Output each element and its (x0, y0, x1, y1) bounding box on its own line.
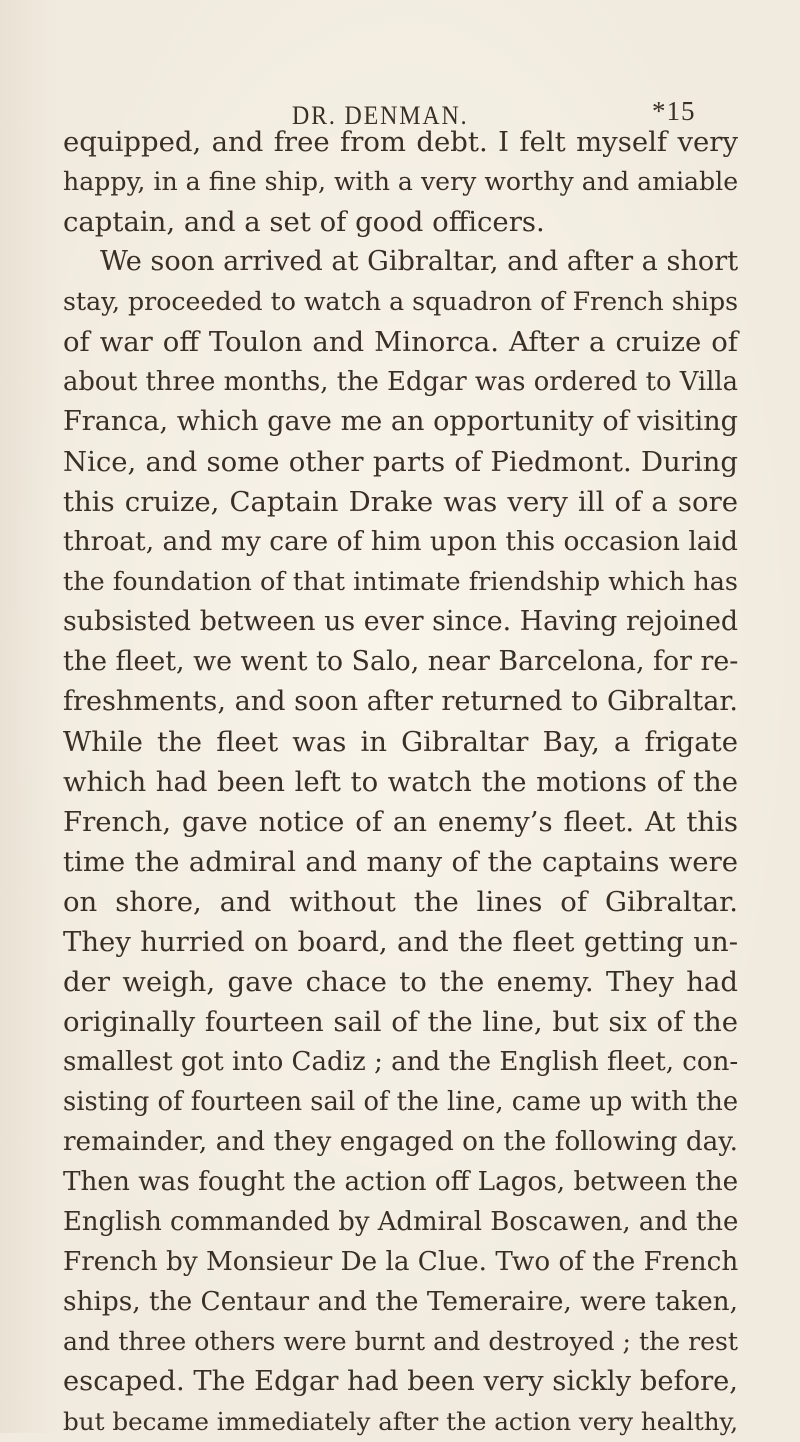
page-header (0, 70, 800, 130)
text-line: about three months, the Edgar was ordered to Villa (63, 367, 738, 397)
text-line: ships, the Centaur and the Temeraire, were taken, (63, 1287, 738, 1317)
text-line: which had been left to watch the motions of the (63, 766, 738, 798)
text-line: equipped, and free from debt. I felt myself very (63, 126, 738, 158)
text-line: freshments, and soon after returned to Gibraltar. (63, 686, 738, 717)
text-line: captain, and a set of good officers. (63, 206, 545, 238)
text-line: the fleet, we went to Salo, near Barcelona, for re- (63, 646, 739, 677)
text-line: sisting of fourteen sail of the line, came up with the (63, 1087, 739, 1117)
text-line: Nice, and some other parts of Piedmont. During (63, 446, 738, 478)
page-number: *15 (652, 96, 696, 126)
text-line: remainder, and they engaged on the following day. (63, 1127, 738, 1157)
text-line: Franca, which gave me an opportunity of visiting (63, 406, 738, 437)
text-line: While the fleet was in Gibraltar Bay, a frigate (63, 726, 738, 758)
text-line: but became immediately after the action very healthy, (63, 1407, 739, 1436)
text-line: and three others were burnt and destroyed ; the rest (63, 1327, 738, 1356)
text-line: happy, in a fine ship, with a very worthy and amiable (63, 167, 739, 196)
text-line: escaped. The Edgar had been very sickly before, (63, 1366, 738, 1397)
text-line: this cruize, Captain Drake was very ill of a sore (63, 486, 738, 518)
text-line: on shore, and without the lines of Gibraltar. (63, 886, 738, 918)
text-line: French by Monsieur De la Clue. Two of the French (63, 1247, 739, 1277)
text-line: subsisted between us ever since. Having rejoined (63, 606, 738, 637)
text-line: English commanded by Admiral Boscawen, and the (63, 1207, 739, 1237)
text-line: time the admiral and many of the captains were (63, 846, 738, 878)
text-line: They hurried on board, and the fleet getting un- (63, 926, 738, 958)
text-line: stay, proceeded to watch a squadron of French ships (63, 287, 739, 316)
text-line: the foundation of that intimate friendship which has (63, 567, 738, 597)
text-line: originally fourteen sail of the line, but six of the (63, 1006, 738, 1038)
text-line: Then was fought the action off Lagos, between the (63, 1167, 739, 1197)
text-line: of war off Toulon and Minorca. After a cruize of (63, 326, 738, 358)
text-line: der weigh, gave chace to the enemy. They had (63, 966, 738, 998)
text-line: French, gave notice of an enemy’s fleet. At this (63, 806, 738, 838)
text-line: smallest got into Cadiz ; and the English fleet, con- (63, 1047, 739, 1077)
text-line: throat, and my care of him upon this occasion laid (63, 526, 738, 557)
running-head: DR. DENMAN. (292, 101, 469, 130)
text-line: We soon arrived at Gibraltar, and after a short (100, 246, 739, 277)
